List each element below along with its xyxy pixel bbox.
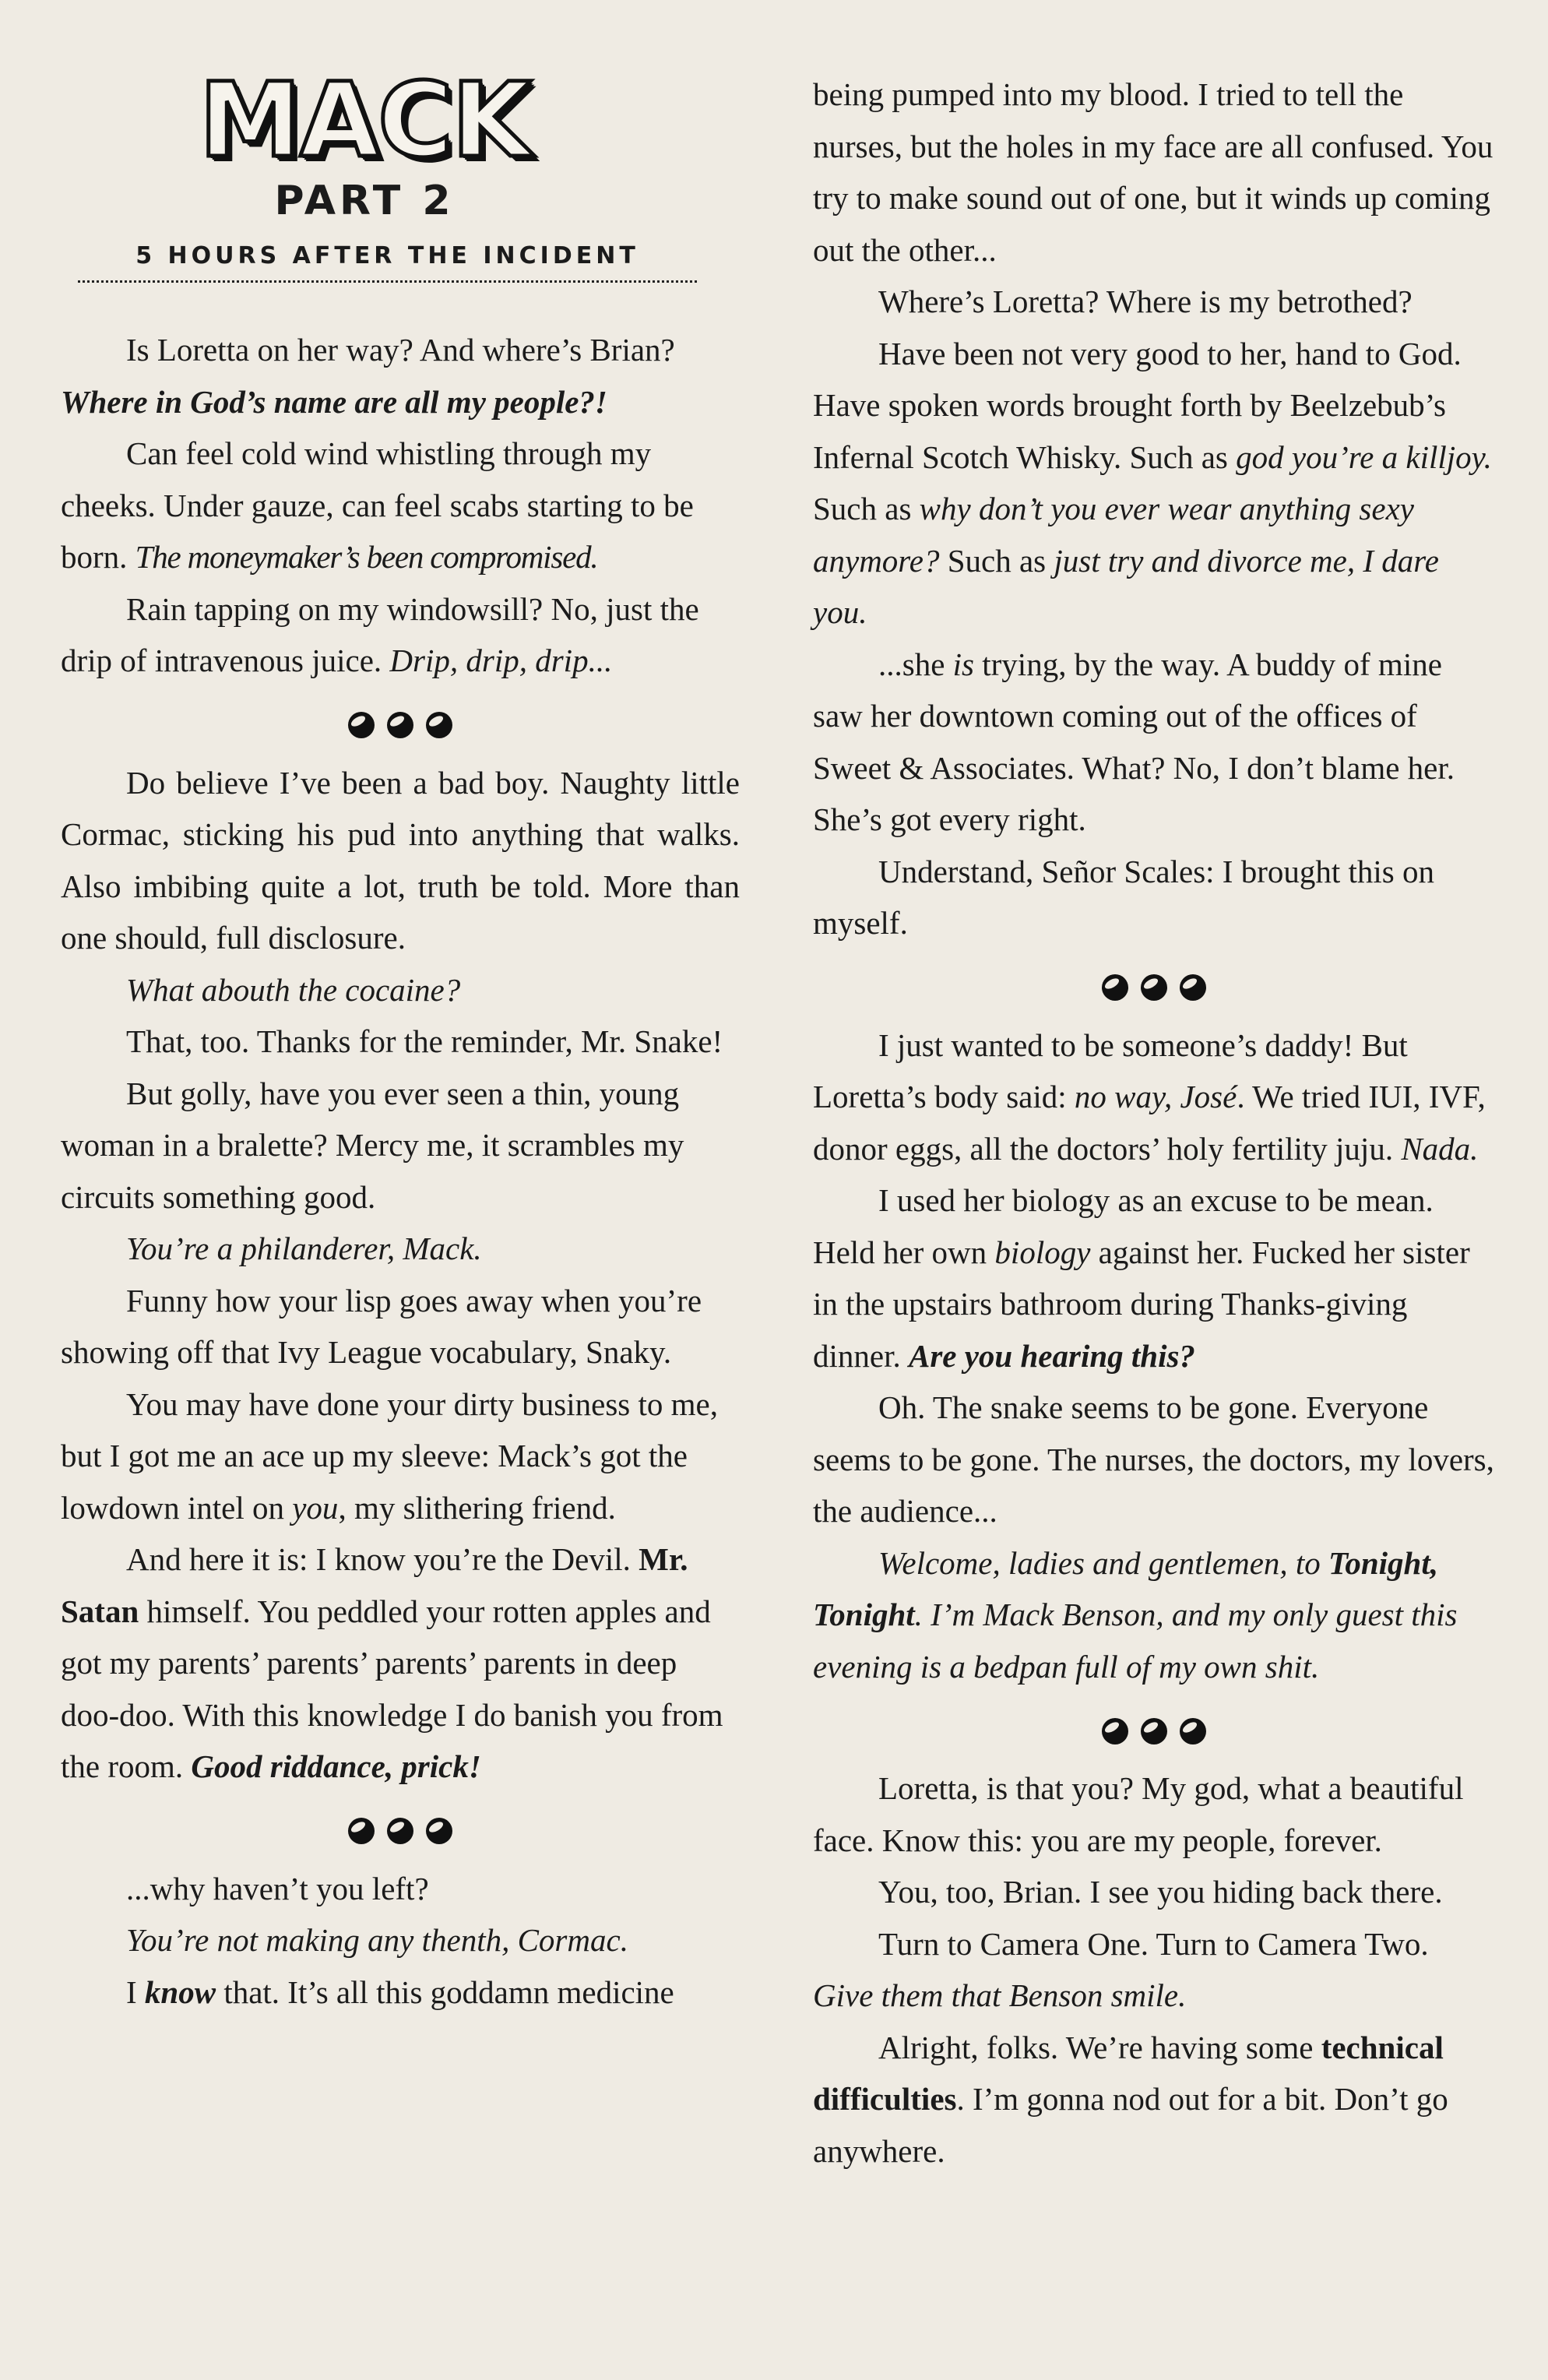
text-run: Such as	[939, 542, 1054, 579]
time-caption: 5 HOURS AFTER THE INCIDENT	[135, 242, 639, 269]
paragraph: You, too, Brian. I see you hiding back there.	[878, 1874, 1443, 1910]
paragraph	[61, 428, 740, 583]
text-run: himself. You peddled your rotten apples and got my parents’ parents’ parents’ parents in deep doo-doo. With this knowledge I do banish you from the room.	[61, 1593, 723, 1784]
text-run: Is Loretta on her way? And where’s Brian?	[126, 332, 675, 368]
text-run: . We tried IUI, IVF, donor eggs, all the doctors’ holy fertility juju.	[813, 1079, 1486, 1167]
paragraph: Loretta, is that you? My god, what a beautiful face. Know this: you are my people, forever.	[813, 1770, 1464, 1858]
text-run: You may have done your dirty business to me, but I got me an ace up my sleeve: Mack’s got the lowdown intel on	[61, 1385, 718, 1526]
text-run: ...she	[878, 646, 953, 682]
paragraph	[61, 583, 740, 687]
text-run: Welcome, ladies and gentlemen, to	[878, 1544, 1329, 1581]
paragraph: You’re a philanderer, Mack.	[126, 1230, 482, 1266]
paragraph: Oh. The snake seems to be gone. Everyone seems to be gone. The nurses, the doctors, my lovers, the audience...	[813, 1389, 1494, 1529]
text-run: Have been not very good to her, hand to God. Have spoken words brought forth by Beelzebub’s Infernal Scotch Whisky. Such as	[813, 335, 1462, 475]
paragraph	[813, 1537, 1495, 1693]
paragraph: But golly, have you ever seen a thin, young woman in a bralette? Mercy me, it scrambles my circuits something good.	[61, 1075, 684, 1215]
paragraph	[813, 1019, 1495, 1175]
paragraph: You’re not making any thenth, Cormac.	[126, 1922, 628, 1958]
paragraph: being pumped into my blood. I tried to tell the nurses, but the holes in my face are all confused. You try to make sound out of one, but it winds up coming out the other...	[813, 76, 1493, 268]
ornament-icon	[342, 1814, 459, 1848]
paragraph	[813, 2022, 1495, 2178]
story-title: MACK	[199, 61, 530, 181]
text-run-italic: The moneymaker’s been compromised.	[135, 539, 598, 575]
text-run: . I’m Mack Benson, and my only guest this evening is a bedpan full of my own shit.	[813, 1597, 1458, 1685]
ornament-icon	[1096, 1714, 1212, 1748]
paragraph	[61, 324, 740, 428]
text-run: And here it is: I know you’re the Devil.	[126, 1541, 639, 1577]
part-heading: PART 2	[274, 178, 455, 224]
text-run-italic: Drip, drip, drip...	[389, 643, 613, 678]
text-run: trying, by the way. A buddy of mine saw her downtown coming out of the offices of Sweet & Associates. What? No, I don’t blame her. She’s got every right.	[813, 646, 1455, 837]
text-run-italic: is	[952, 646, 975, 682]
text-run: . I’m gonna nod out for a bit. Don’t go anywhere.	[813, 2081, 1448, 2169]
text-run-italic: god you’re a killjoy.	[1236, 438, 1492, 475]
text-run: that. It’s all this goddamn medicine	[216, 1973, 674, 2010]
text-run: I used her biology as an excuse to be mean. Held her own	[813, 1182, 1434, 1270]
text-run: Can feel cold wind whistling through my cheeks. Under gauze, can feel scabs starting to be born.	[61, 435, 694, 575]
paragraph: Where’s Loretta? Where is my betrothed?	[878, 283, 1413, 319]
text-run-bold: Mr. Satan	[61, 1541, 688, 1629]
section-break-ornament	[813, 959, 1495, 1010]
paragraph: Do believe I’ve been a bad boy. Naughty little Cormac, sticking his pud into anything that walks. Also imbibing quite a lot, truth be told. More than one should, full disclosure.	[61, 764, 740, 956]
text-run-italic: Give them that Benson smile.	[813, 1977, 1187, 2013]
text-run-italic: just try and divorce me, I dare you.	[813, 542, 1439, 630]
text-run: against her. Fucked her sister in the upstairs bathroom during Thanks-giving dinner.	[813, 1234, 1470, 1374]
text-run-bold-italic: Are you hearing this?	[908, 1337, 1195, 1374]
paragraph	[61, 1966, 740, 2019]
text-run-bold-italic: Good riddance, prick!	[191, 1748, 481, 1784]
section-break-ornament	[61, 696, 740, 748]
text-run: Alright, folks. We’re having some	[878, 2029, 1321, 2065]
text-run-bold-italic: know	[144, 1973, 216, 2010]
paragraph: That, too. Thanks for the reminder, Mr. Snake!	[126, 1023, 723, 1059]
dotted-divider	[78, 280, 697, 283]
ornament-icon	[342, 708, 459, 742]
text-run-bold-italic: Where in God’s name are all my people?!	[61, 383, 607, 420]
paragraph	[813, 1918, 1495, 2022]
text-run-italic: Nada.	[1401, 1130, 1479, 1167]
paragraph	[813, 1174, 1495, 1382]
section-break-ornament	[813, 1702, 1495, 1753]
paragraph	[813, 639, 1495, 846]
text-run: I	[126, 1973, 145, 2010]
right-body-text	[813, 69, 1495, 2177]
text-run-italic: why don’t you ever wear anything sexy anymore?	[813, 491, 1414, 579]
paragraph: Understand, Señor Scales: I brought this on myself.	[813, 853, 1434, 941]
text-run-italic: you	[292, 1489, 339, 1526]
text-run: , my slithering friend.	[338, 1489, 616, 1526]
text-run: Such as	[813, 491, 920, 526]
left-body-text	[61, 324, 740, 2018]
section-break-ornament	[61, 1802, 740, 1854]
paragraph: What abouth the cocaine?	[126, 971, 461, 1008]
paragraph	[61, 1533, 740, 1793]
text-run-bold-italic: Tonight, Tonight	[813, 1544, 1438, 1632]
paragraph: Funny how your lisp goes away when you’re showing off that Ivy League vocabulary, Snaky.	[61, 1282, 702, 1370]
text-run-bold: technical difficulties	[813, 2029, 1444, 2117]
text-run: I just wanted to be someone’s daddy! But Loretta’s body said:	[813, 1026, 1408, 1114]
paragraph	[61, 1378, 740, 1534]
text-run-italic: biology	[994, 1234, 1091, 1270]
paragraph	[813, 328, 1495, 639]
text-run-italic: no way, José	[1074, 1079, 1237, 1114]
paragraph: ...why haven’t you left?	[126, 1870, 429, 1906]
text-run: Turn to Camera One. Turn to Camera Two.	[878, 1925, 1429, 1962]
ornament-icon	[1096, 970, 1212, 1005]
text-run: Rain tapping on my windowsill? No, just the drip of intravenous juice.	[61, 590, 699, 678]
